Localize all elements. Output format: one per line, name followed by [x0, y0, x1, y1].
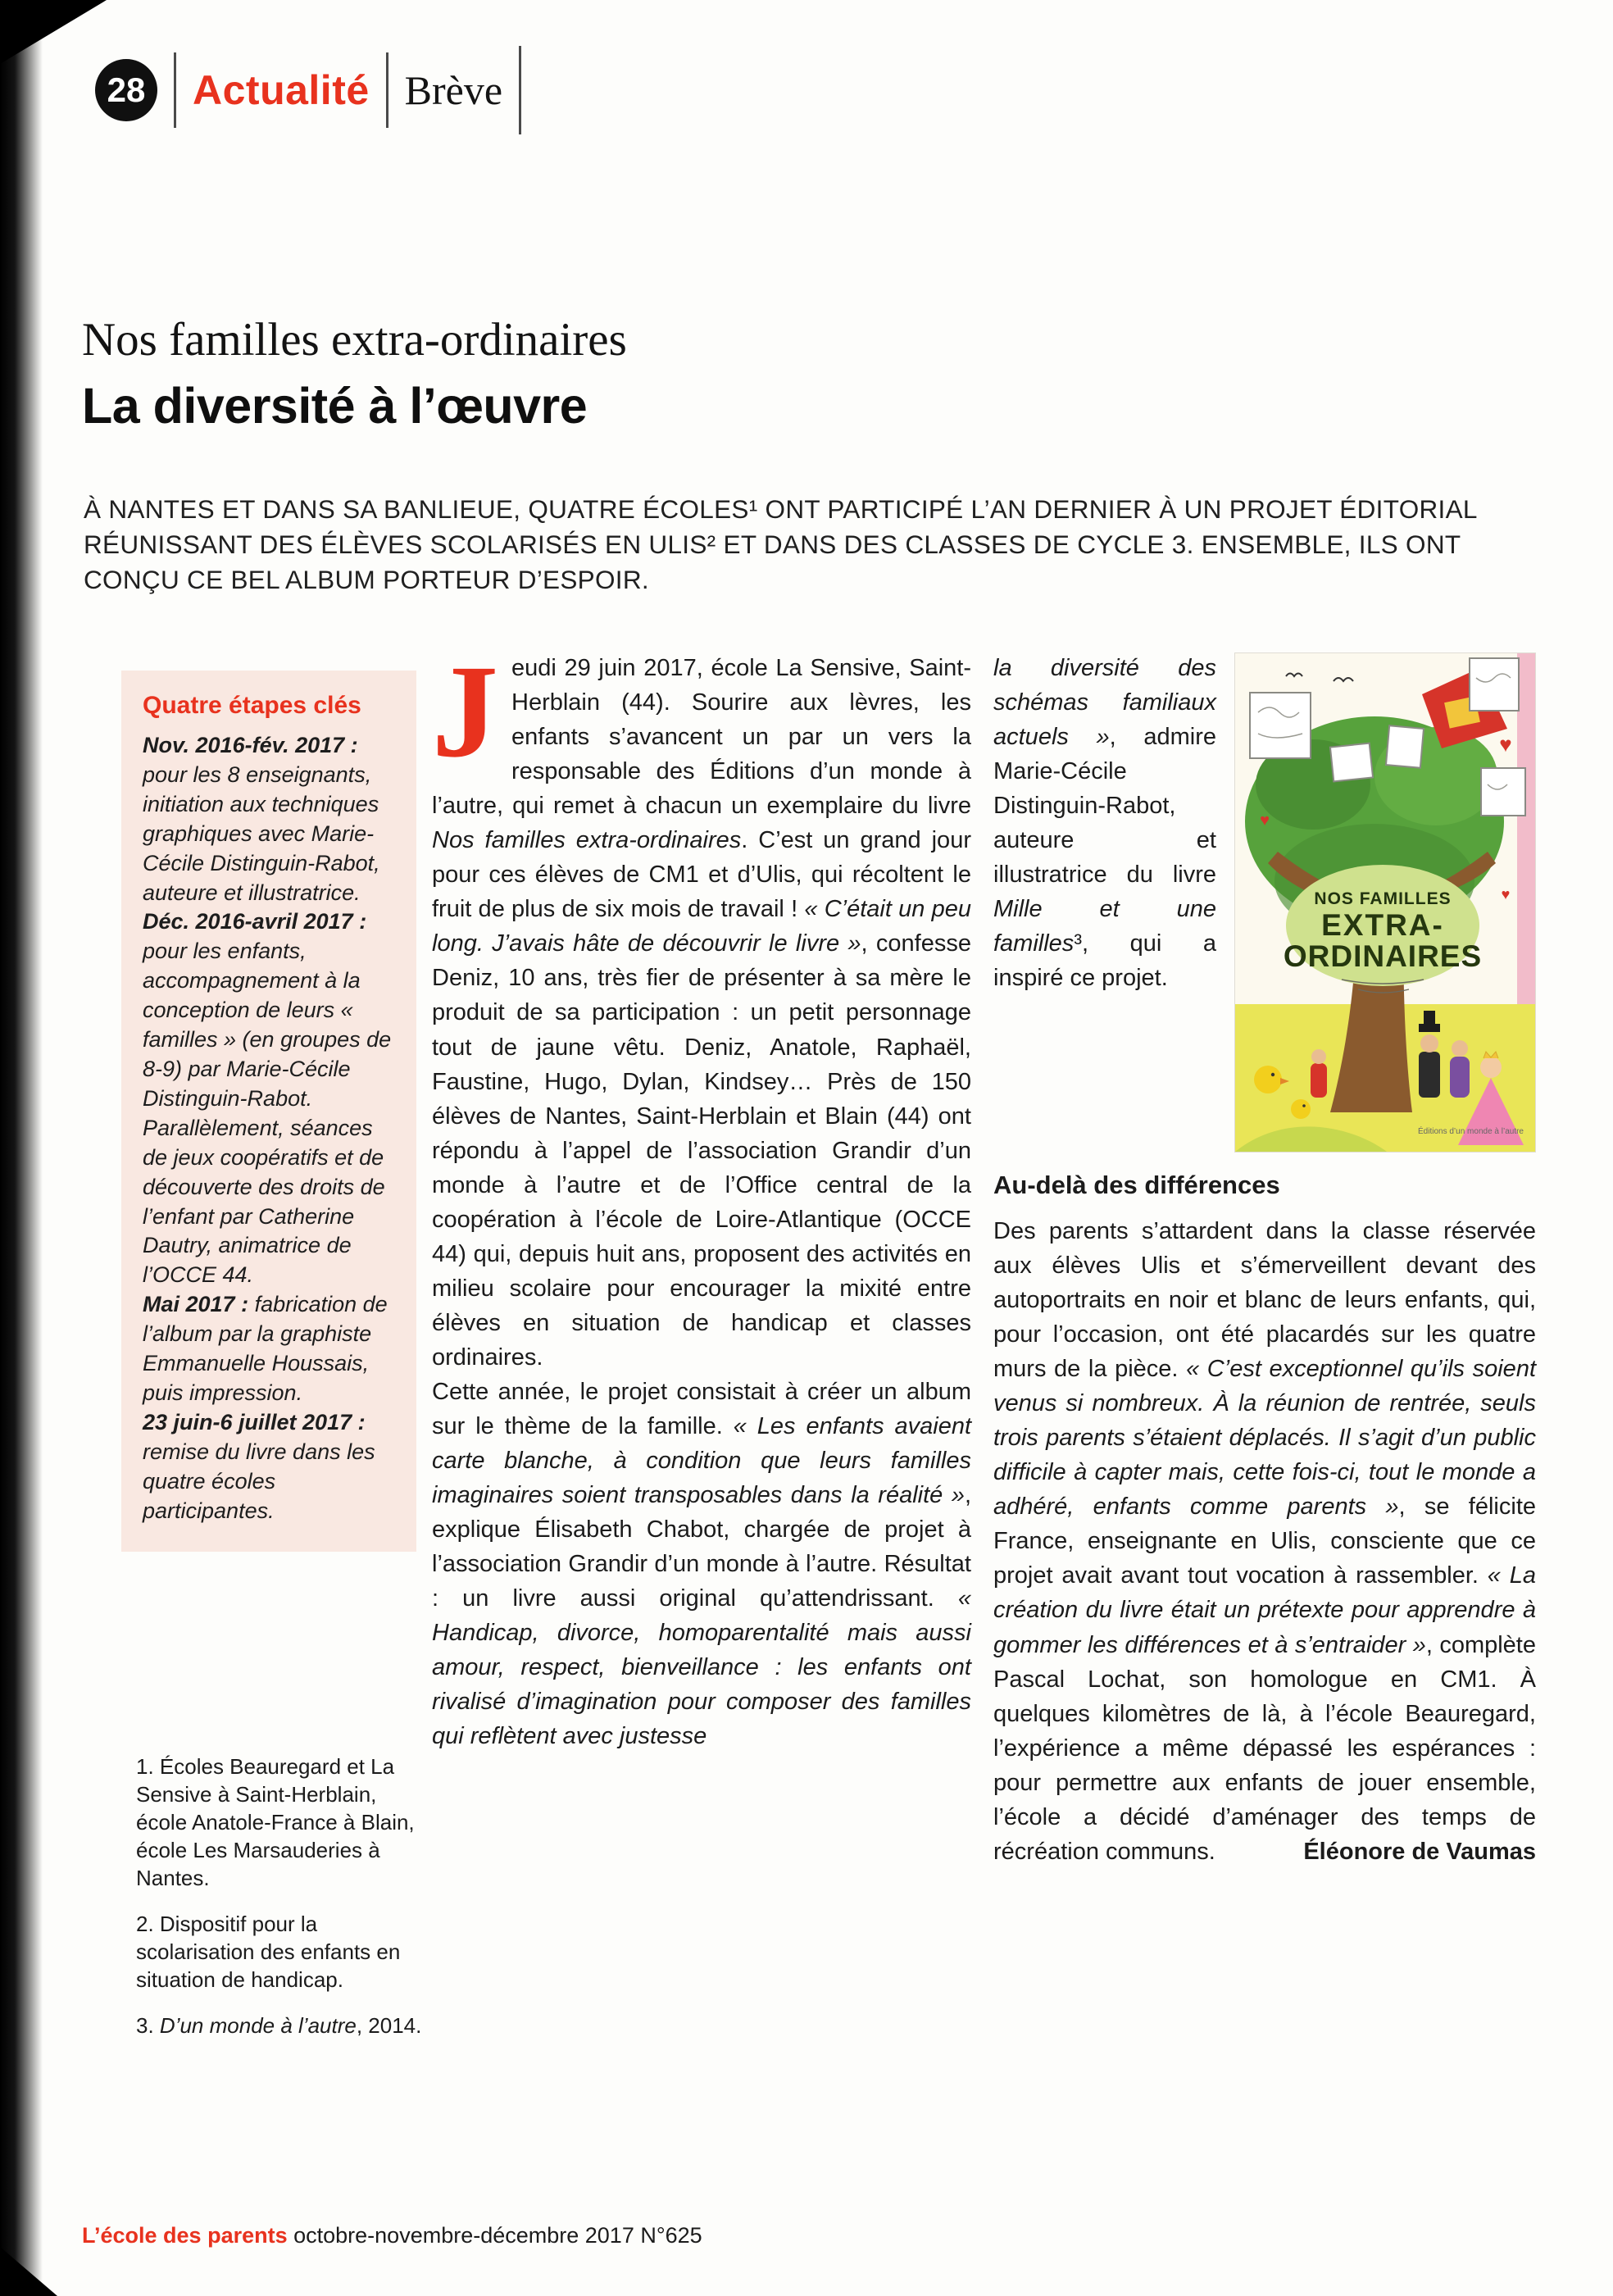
- byline: Éléonore de Vaumas: [1303, 1838, 1536, 1865]
- paragraph: Cette année, le projet consistait à créer un album sur le thème de la famille. « Les enfants avaient carte blanche, à condition que leurs familles imaginaires soient transposables dans la réalité », explique Élisabeth Chabot, chargée de projet à l’association Grandir d’un monde à l’autre. Résultat : un livre aussi original qu’attendrissant. « Handicap, divorce, homoparentalité mais aussi amour, respect, bienveillance : les enfants ont rivalisé d’imagination pour composer des familles qui reflètent avec justesse: [432, 1378, 972, 1750]
- header-divider: [386, 52, 388, 128]
- page-number-badge: 28: [95, 59, 157, 121]
- article-subhead: Au-delà des différences: [993, 1171, 1280, 1199]
- article-kicker: Nos familles extra-ordinaires: [82, 314, 627, 366]
- paragraph-text: eudi 29 juin 2017, école La Sensive, Saint-Herblain (44). Sourire aux lèvres, les enfants s’avancent un par un vers la responsable des Éditions d’un monde à l’autre, qui remet à chacun un exemplaire du livre Nos familles extra-ordinaires. C’est un grand jour pour ces élèves de CM1 et d’Ulis, qui récoltent le fruit de plus de six mois de travail ! « C’était un peu long. J’avais hâte de découvrir le livre », confesse Deniz, 10 ans, très fier de présenter à sa mère le produit de sa participation : un petit personnage tout de jaune vêtu. Deniz, Anatole, Raphaël, Faustine, Hugo, Dylan, Kindsey… Près de 150 élèves de Nantes, Saint-Herblain et Blain (44) ont répondu à l’appel de l’association Grandir d’un monde à l’autre et de l’Office central de la coopération à l’école de Loire-Atlantique (OCCE 44) qui, depuis huit ans, proposent des activités en milieu scolaire pour encourager la mixité entre élèves en situation de handicap et classes ordinaires.: [432, 655, 971, 1371]
- cover-publisher: Éditions d’un monde à l’autre: [1418, 1127, 1524, 1136]
- footnotes: [136, 1753, 423, 2057]
- magazine-brand: L’école des parents: [82, 2223, 288, 2248]
- footnote: 3. D’un monde à l’autre, 2014.: [136, 2013, 422, 2039]
- footnote: 1. Écoles Beauregard et La Sensive à Saint-Herblain, école Anatole-France à Blain, école Les Marsauderies à Nantes.: [136, 1754, 415, 1891]
- svg-text:♥: ♥: [1501, 886, 1511, 902]
- cover-title-line2: EXTRA-: [1321, 908, 1444, 942]
- article-headline: La diversité à l’œuvre: [82, 378, 588, 434]
- sidebar-key-steps: [121, 671, 416, 1552]
- article-column-2: [993, 651, 1536, 1869]
- scan-corner-top-left: [0, 0, 107, 64]
- header-divider: [174, 52, 176, 128]
- standfirst: À NANTES ET DANS SA BANLIEUE, QUATRE ÉCOLES¹ ONT PARTICIPÉ L’AN DERNIER À UN PROJET ÉDITORIAL RÉUNISSANT DES ÉLÈVES SCOLARISÉS EN ULIS² ET DANS DES CLASSES DE CYCLE 3. ENSEMBLE, ILS ONT CONÇU CE BEL ALBUM PORTEUR D’ESPOIR.: [84, 494, 1477, 595]
- sidebar-step: 23 juin-6 juillet 2017 : remise du livre dans les quatre écoles participantes.: [143, 1409, 375, 1523]
- page-header: [95, 46, 538, 134]
- sidebar-heading: Quatre étapes clés: [143, 692, 361, 719]
- header-divider: [519, 46, 521, 134]
- issue-info: octobre-novembre-décembre 2017 N°625: [287, 2223, 702, 2248]
- cover-title-line3: ORDINAIRES: [1283, 939, 1483, 973]
- book-cover-illustration: [1235, 653, 1535, 1152]
- scan-edge-left: [0, 0, 43, 2296]
- rubric-label: Brève: [404, 67, 503, 113]
- section-label: Actualité: [193, 67, 370, 113]
- article-column-1: [432, 639, 972, 1754]
- svg-text:♥: ♥: [1260, 812, 1270, 830]
- book-cover: [1234, 652, 1536, 1153]
- page-footer: [82, 2223, 702, 2248]
- svg-text:♥: ♥: [1499, 732, 1512, 757]
- cover-title-line1: NOS FAMILLES: [1314, 889, 1452, 908]
- sidebar-step: Déc. 2016-avril 2017 : pour les enfants, accompagnement à la conception de leurs « familles » (en groupes de 8-9) par Marie-Cécile Distinguin-Rabot. Parallèlement, séances de jeux coopératifs et de découverte des droits de l’enfant par Catherine Dautry, animatrice de l’OCCE 44.: [143, 909, 392, 1288]
- paragraph: [432, 639, 971, 1375]
- drop-cap: J: [432, 639, 498, 785]
- sidebar-step: Mai 2017 : fabrication de l’album par la graphiste Emmanuelle Houssais, puis impression.: [143, 1292, 388, 1405]
- footnote: 2. Dispositif pour la scolarisation des enfants en situation de handicap.: [136, 1912, 401, 1993]
- paragraph: la diversité des schémas familiaux actuels », admire Marie-Cécile Distinguin-Rabot, auteure et illustratrice du livre Mille et une familles³, qui a inspiré ce projet.: [993, 655, 1216, 992]
- sidebar-step: Nov. 2016-fév. 2017 : pour les 8 enseignants, initiation aux techniques graphiques avec Marie-Cécile Distinguin-Rabot, auteure et illustratrice.: [143, 733, 380, 905]
- paragraph: Des parents s’attardent dans la classe réservée aux élèves Ulis et s’émerveillent devant des autoportraits en noir et blanc de leurs enfants, qui, pour l’occasion, ont été placardés sur les quatre murs de la pièce. « C’est exceptionnel qu’ils soient venus si nombreux. À la réunion de rentrée, seuls trois parents s’étaient déplacés. Il s’agit d’un public difficile à capter mais, cette fois-ci, tout le monde a adhéré, enfants comme parents », se félicite France, enseignante en Ulis, consciente que ce projet avait avant tout vocation à rassembler. « La création du livre était un prétexte pour apprendre à gommer les différences et à s’entraider », complète Pascal Lochat, son homologue en CM1. À quelques kilomètres de là, à l’école Beauregard, l’expérience a même dépassé les espérances : pour permettre aux enfants de jouer ensemble, l’école a décidé d’aménager des temps de récréation communs.: [993, 1217, 1536, 1865]
